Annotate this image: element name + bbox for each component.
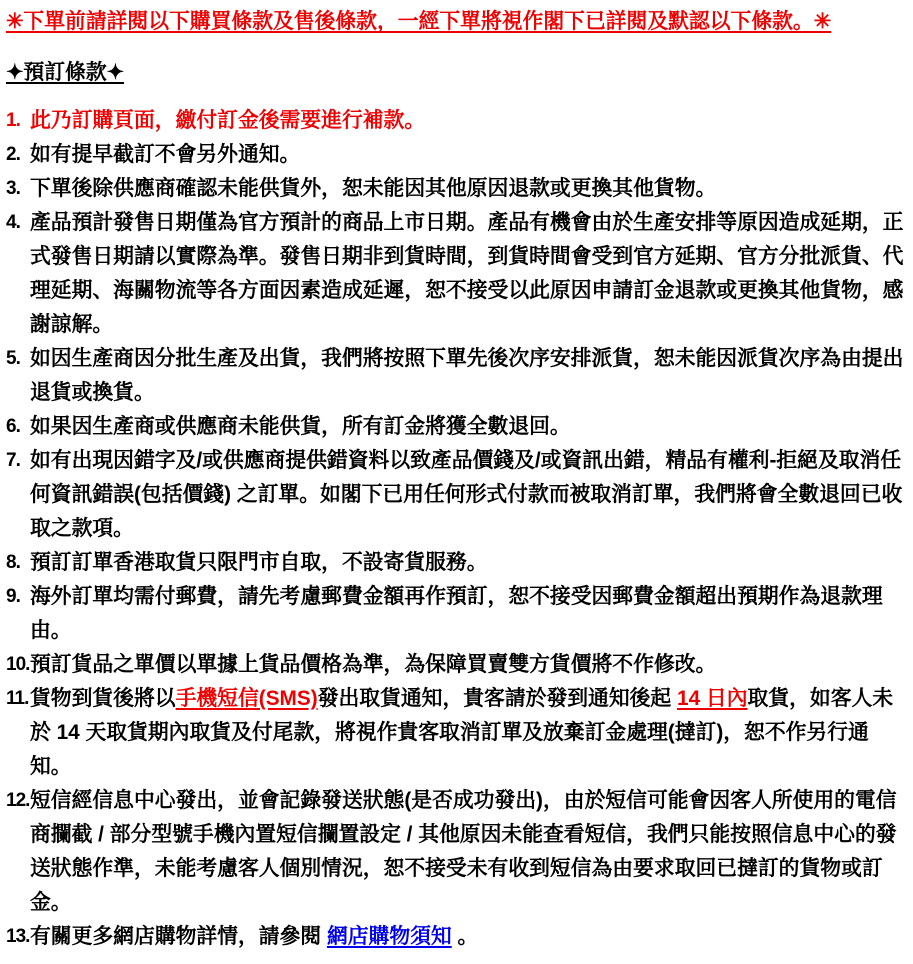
term-text-run: 海外訂單均需付郵費，請先考慮郵費金額再作預訂，恕不接受因郵費金額超出預期作為退款理由。 xyxy=(30,585,883,642)
term-text xyxy=(30,104,909,138)
term-item-1 xyxy=(6,104,909,138)
term-number: 12. xyxy=(6,790,30,811)
term-item-10 xyxy=(6,648,909,682)
section-title-row xyxy=(6,56,909,104)
term-text-run: 取貨，如客人未於 14 天取貨期內取貨及付尾款，將視作貴客取消訂單及放棄訂金處理(撻訂)，恕不作另行通知。 xyxy=(30,687,894,778)
term-text-run: 預訂貨品之單價以單據上貨品價格為準，為保障買賣雙方貨價將不作修改。 xyxy=(30,653,717,676)
term-number: 5. xyxy=(6,348,20,369)
term-number: 2. xyxy=(6,144,20,165)
highlighted-red-text: 14 日內 xyxy=(677,687,748,710)
term-text xyxy=(30,342,909,410)
term-number: 8. xyxy=(6,552,20,573)
term-text xyxy=(30,410,909,444)
term-text xyxy=(30,784,909,920)
term-item-13 xyxy=(6,920,909,954)
term-number: 7. xyxy=(6,450,20,471)
terms-list xyxy=(6,104,909,954)
term-item-6 xyxy=(6,410,909,444)
term-text-run: 有關更多網店購物詳情，請參閱 xyxy=(30,925,327,948)
term-text-run: 貨物到貨後將以 xyxy=(30,687,176,710)
store-shopping-guide-link[interactable]: 網店購物須知 xyxy=(326,925,452,948)
term-text-run: 此乃訂購頁面，繳付訂金後需要進行補款。 xyxy=(30,109,426,132)
term-text-run: 預訂訂單香港取貨只限門市自取，不設寄貨服務。 xyxy=(30,551,488,574)
term-item-9 xyxy=(6,580,909,648)
term-text xyxy=(30,920,909,954)
term-text-run: 如因生產商因分批生產及出貨，我們將按照下單先後次序安排派貨，恕未能因派貨次序為由提出退貨或換貨。 xyxy=(30,347,904,404)
term-item-4 xyxy=(6,206,909,342)
term-text xyxy=(30,172,909,206)
term-number: 9. xyxy=(6,586,20,607)
term-item-7 xyxy=(6,444,909,546)
term-text xyxy=(30,444,909,546)
highlighted-red-text: 手機短信(SMS) xyxy=(175,687,318,710)
term-text-run: 如有提早截訂不會另外通知。 xyxy=(30,143,301,166)
term-text xyxy=(30,648,909,682)
term-item-3 xyxy=(6,172,909,206)
term-number: 11. xyxy=(6,688,29,709)
purchase-notice-header: ✳下單前請詳閱以下購買條款及售後條款，一經下單將視作閣下已詳閱及默認以下條款。✳ xyxy=(6,10,832,33)
term-number: 3. xyxy=(6,178,20,199)
term-text-run: 下單後除供應商確認未能供貨外，恕未能因其他原因退款或更換其他貨物。 xyxy=(30,177,717,200)
term-text-run: 產品預計發售日期僅為官方預計的商品上市日期。產品有機會由於生產安排等原因造成延期，正式發售日期請以實際為準。發售日期非到貨時間，到貨時間會受到官方延期、官方分批派貨、代理延期、海關物流等各方面因素造成延遲，恕不接受以此原因申請訂金退款或更換其他貨物，感謝諒解。 xyxy=(30,211,904,336)
term-number: 4. xyxy=(6,212,20,233)
term-number: 10. xyxy=(6,654,30,675)
term-number: 1. xyxy=(6,110,20,131)
term-number: 13. xyxy=(6,926,30,947)
term-item-5 xyxy=(6,342,909,410)
term-item-8 xyxy=(6,546,909,580)
term-text xyxy=(30,682,909,784)
term-text-run: 發出取貨通知，貴客請於發到通知後起 xyxy=(317,687,678,710)
term-text-run: 如果因生產商或供應商未能供貨，所有訂金將獲全數退回。 xyxy=(30,415,571,438)
term-text xyxy=(30,138,909,172)
term-text xyxy=(30,546,909,580)
term-text-run: 短信經信息中心發出，並會記錄發送狀態(是否成功發出)，由於短信可能會因客人所使用的電信商攔截 / 部分型號手機內置短信攔置設定 / 其他原因未能查看短信，我們只能按照信息中心的發送狀態作準，未能考慮客人個別情況，恕不接受未有收到短信為由要求取回已撻訂的貨物或訂金。 xyxy=(30,789,897,914)
term-item-11 xyxy=(6,682,909,784)
term-text-run: 。 xyxy=(451,925,479,948)
term-text xyxy=(30,206,909,342)
term-text-run: 如有出現因錯字及/或供應商提供錯資料以致產品價錢及/或資訊出錯，精品有權利-拒絕及取消任何資訊錯誤(包括價錢) 之訂單。如閣下已用任何形式付款而被取消訂單，我們將會全數退回已收取之款項。 xyxy=(30,449,903,540)
term-item-12 xyxy=(6,784,909,920)
term-text xyxy=(30,580,909,648)
term-item-2 xyxy=(6,138,909,172)
term-number: 6. xyxy=(6,416,20,437)
section-title-preorder-terms: ✦預訂條款✦ xyxy=(6,61,125,84)
